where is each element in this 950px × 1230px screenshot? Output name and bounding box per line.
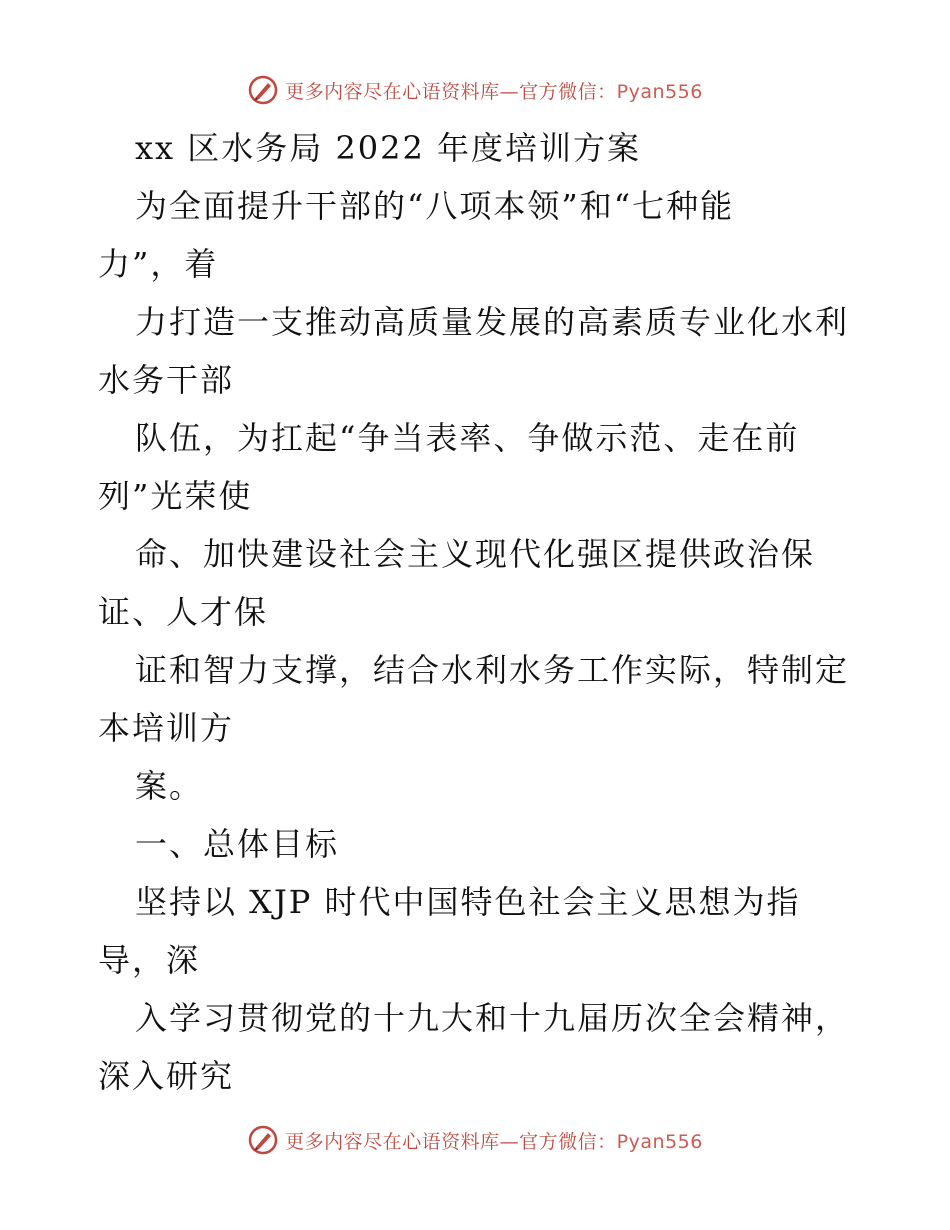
section-heading: 一、总体目标 — [135, 825, 340, 863]
text-line: 导，深 — [98, 941, 201, 979]
pen-circle-logo-icon — [247, 1124, 279, 1156]
text-line: 水务干部 — [98, 361, 235, 399]
text-line: 力”，着 — [98, 245, 219, 283]
text-line: 入学习贯彻党的十九大和十九届历次全会精神， — [135, 999, 850, 1037]
text-line: 本培训方 — [98, 709, 235, 747]
text-line: 队伍，为扛起“争当表率、争做示范、走在前 — [135, 419, 800, 457]
text-line: 列”光荣使 — [98, 477, 253, 515]
text-line: 证、人才保 — [98, 593, 269, 631]
banner-account: Pyan556 — [616, 80, 703, 103]
banner-text: 更多内容尽在心语资料库—官方微信： — [285, 80, 617, 103]
pen-circle-logo-icon — [247, 74, 279, 106]
text-line: 深入研究 — [98, 1057, 235, 1095]
header-watermark-banner — [0, 70, 950, 110]
document-title: xx 区水务局 2022 年度培训方案 — [135, 129, 642, 167]
text-line: 案。 — [135, 767, 204, 805]
text-line: 坚持以 XJP 时代中国特色社会主义思想为指 — [135, 883, 801, 921]
text-line: 命、加快建设社会主义现代化强区提供政治保 — [135, 535, 816, 573]
banner-text: 更多内容尽在心语资料库—官方微信： — [285, 1130, 617, 1153]
text-line: 为全面提升干部的“八项本领”和“七种能 — [135, 187, 735, 225]
text-line: 证和智力支撑，结合水利水务工作实际，特制定 — [135, 651, 850, 689]
footer-watermark-banner — [0, 1120, 950, 1160]
text-line: 力打造一支推动高质量发展的高素质专业化水利 — [135, 303, 850, 341]
banner-account: Pyan556 — [616, 1130, 703, 1153]
